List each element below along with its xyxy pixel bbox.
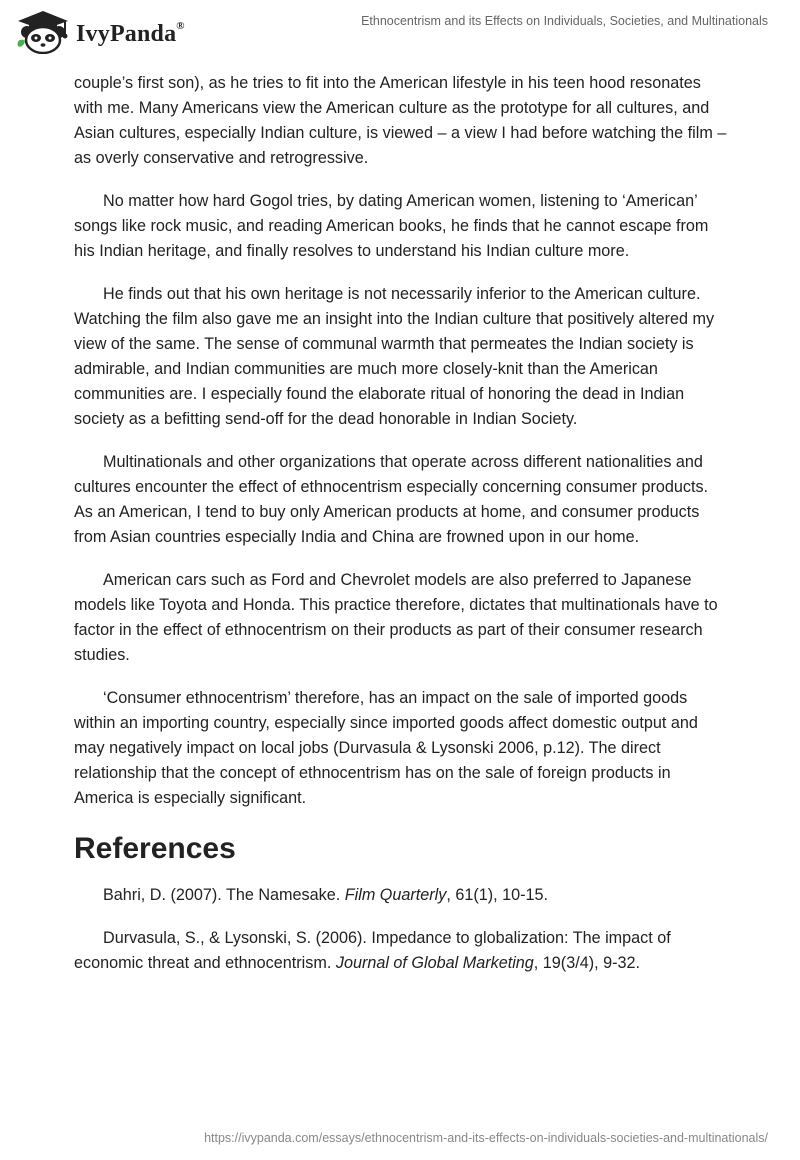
ivypanda-logo[interactable] bbox=[14, 8, 204, 58]
reference-item: Durvasula, S., & Lysonski, S. (2006). Impedance to globalization: The impact of economic threat and ethnocentrism. Journal of Global Marketing, 19(3/4), 9-32. bbox=[74, 929, 671, 972]
essay-body bbox=[74, 71, 730, 994]
body-paragraph: couple’s first son), as he tries to fit into the American lifestyle in his teen hood resonates with me. Many Americans view the American culture as the prototype for all cultures, and Asian cultures, especially Indian culture, is viewed – a view I had before watching the film – as overly conservative and retrogressive. bbox=[74, 74, 727, 167]
logo-wordmark: IvyPanda® bbox=[76, 20, 185, 47]
panda-graduate-icon bbox=[14, 8, 72, 54]
page-header bbox=[0, 0, 800, 62]
body-paragraph: Multinationals and other organizations that operate across different nationalities and cultures encounter the effect of ethnocentrism especially concerning consumer products. As an American, I tend to buy only American products at home, and consumer products from Asian countries especially India and China are frowned upon in our home. bbox=[74, 453, 709, 546]
references-heading: References bbox=[74, 832, 236, 865]
source-url[interactable]: https://ivypanda.com/essays/ethnocentrism-and-its-effects-on-individuals-societies-and-multinationals/ bbox=[204, 1131, 768, 1145]
reference-item: Bahri, D. (2007). The Namesake. Film Quarterly, 61(1), 10-15. bbox=[103, 886, 549, 904]
body-paragraph: He finds out that his own heritage is not necessarily inferior to the American culture. Watching the film also gave me an insight into the Indian culture that positively altered my view of the same. The sense of communal warmth that permeates the Indian society is admirable, and Indian communities are much more closely-knit than the American communities are. I especially found the elaborate ritual of honoring the dead in Indian society as a befitting send-off for the dead honorable in Indian Society. bbox=[74, 285, 715, 428]
body-paragraph: No matter how hard Gogol tries, by dating American women, listening to ‘American’ songs like rock music, and reading American books, he finds that he cannot escape from his Indian heritage, and finally resolves to understand his Indian culture more. bbox=[74, 192, 709, 260]
document-title: Ethnocentrism and its Effects on Individuals, Societies, and Multinationals bbox=[361, 14, 768, 28]
body-paragraph: ‘Consumer ethnocentrism’ therefore, has an impact on the sale of imported goods within an importing country, especially since imported goods affect domestic output and may negatively impact on local jobs (Durvasula & Lysonski 2006, p.12). The direct relationship that the concept of ethnocentrism has on the sale of foreign products in America is especially significant. bbox=[74, 689, 698, 807]
body-paragraph: American cars such as Ford and Chevrolet models are also preferred to Japanese models like Toyota and Honda. This practice therefore, dictates that multinationals have to factor in the effect of ethnocentrism on their products as part of their consumer research studies. bbox=[74, 571, 718, 664]
